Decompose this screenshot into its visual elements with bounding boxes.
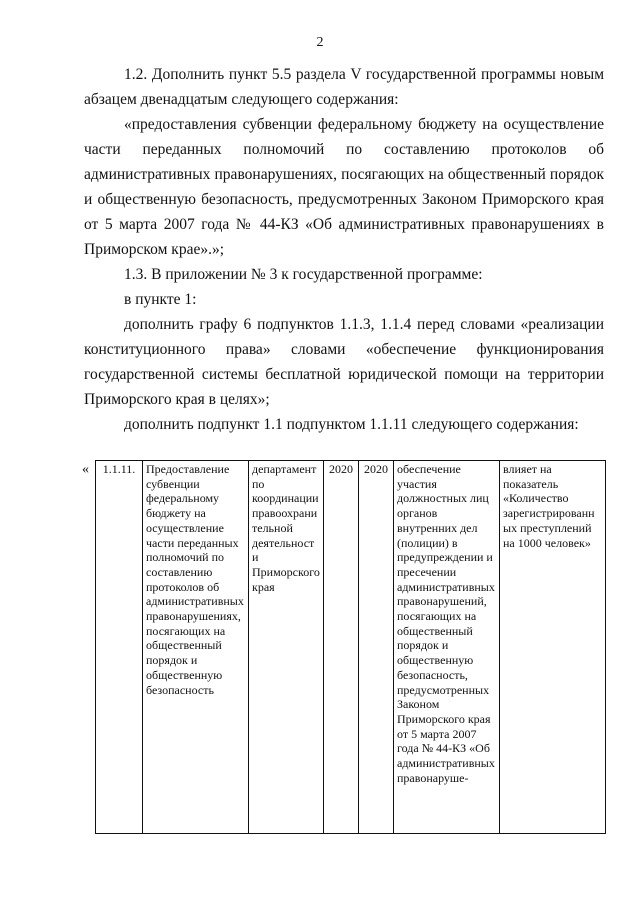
- table-row: [96, 461, 606, 834]
- open-quote-mark: «: [82, 462, 89, 477]
- cell-year-end: 2020: [359, 461, 394, 834]
- paragraph-point-1: в пункте 1:: [124, 291, 197, 308]
- cell-name: Предоставление субвенции федеральному бюджету на осуществление части переданных полномочий по составлению протоколов об административных правонарушениях, посягающих на общественный порядок и общественную безопасность: [143, 461, 249, 834]
- paragraph-1-2: 1.2. Дополнить пункт 5.5 раздела V государственной программы новым абзацем двенадцатым следующего содержания:: [84, 66, 604, 108]
- paragraph-column-6: дополнить графу 6 подпунктов 1.1.3, 1.1.4 перед словами «реализации конституционного права» словами «обеспечение функционирования государственной системы бесплатной юридической помощи на территории Приморского края в целях»;: [84, 316, 604, 408]
- page-number: 2: [316, 35, 324, 50]
- paragraph-subitem-1-1-11: дополнить подпункт 1.1 подпунктом 1.1.11 следующего содержания:: [124, 416, 579, 433]
- cell-indicator: влияет на показатель «Количество зарегистрированных преступлений на 1000 человек»: [500, 461, 606, 834]
- document-body: [84, 62, 604, 437]
- cell-result: обеспечение участия должностных лиц органов внутренних дел (полиции) в предупреждении и пресечении административных правонарушений, посягающих на общественный порядок и общественную безопасность, предусмотренных Законом Приморского края от 5 марта 2007 года № 44-КЗ «Об административных правонаруше-: [394, 461, 500, 834]
- paragraph-quoted-text: «предоставления субвенции федеральному бюджету на осуществление части переданных полномочий по составлению протоколов об административных правонарушениях, посягающих на общественный порядок и общественную безопасность, предусмотренных Законом Приморского края от 5 марта 2007 года № 44-КЗ «Об административных правонарушениях в Приморском крае».»;: [84, 116, 604, 258]
- amendment-table: [95, 460, 606, 834]
- cell-number: 1.1.11.: [96, 461, 143, 834]
- cell-executor: департамент по координации правоохранительной деятельности Приморского края: [249, 461, 324, 834]
- cell-year-start: 2020: [324, 461, 359, 834]
- paragraph-1-3: 1.3. В приложении № 3 к государственной программе:: [124, 266, 483, 283]
